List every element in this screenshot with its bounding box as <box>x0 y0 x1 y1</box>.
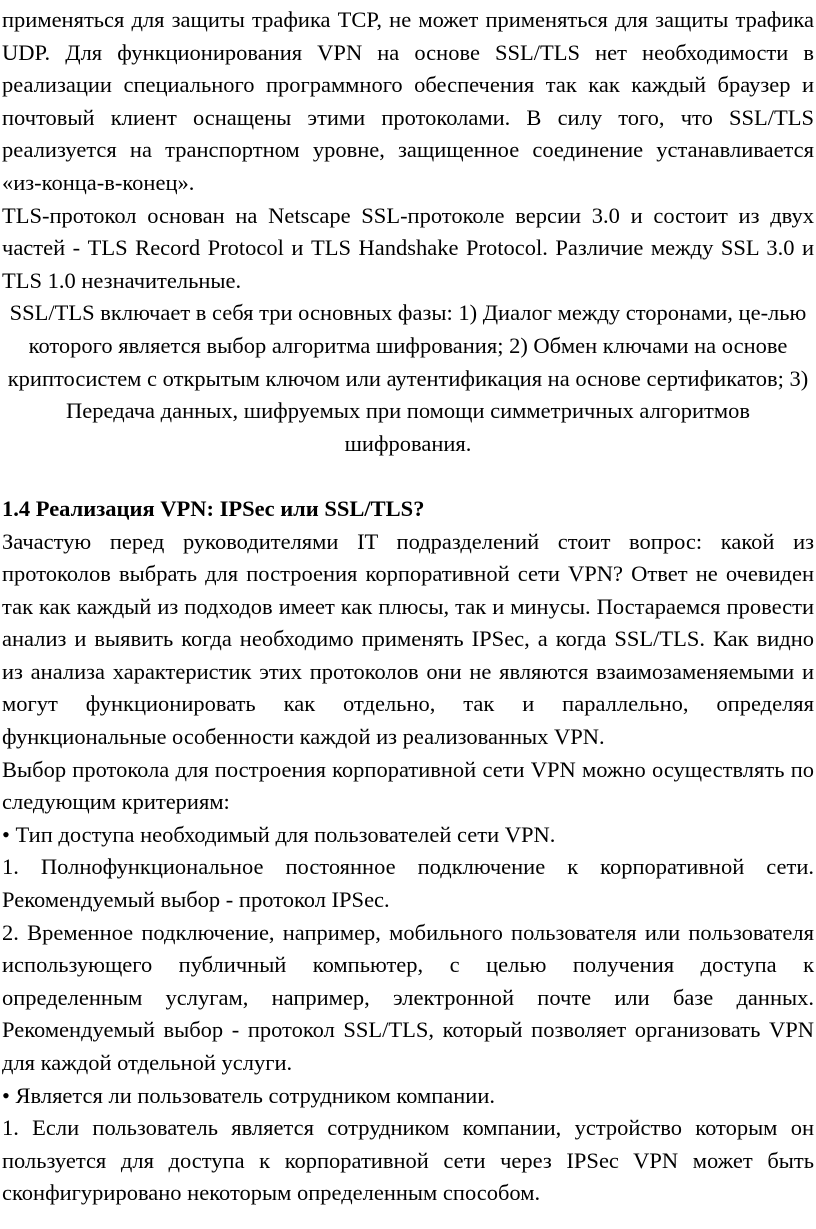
blank-line <box>2 460 814 493</box>
list-item-temporary-connection: 2. Временное подключение, например, мобильного пользователя или пользователя использующего публичный компьютер, с целью получения доступа к определенным услугам, например, электронной почте или базе данных. Рекомендуемый выбор - протокол SSL/TLS, который позволяет организовать VPN для каждой отдельной услуги. <box>2 919 814 1075</box>
list-item-employee-device: 1. Если пользователь является сотрудником компании, устройство которым он пользуется для доступа к корпоративной сети через IPSec VPN может быть сконфигурировано некоторым определенным способом. <box>2 1115 814 1206</box>
bullet-employee: • Является ли пользователь сотрудником компании. <box>2 1082 495 1108</box>
paragraph-ssl-tls-phases: SSL/TLS включает в себя три основных фазы: 1) Диалог между сторонами, це-лью которого является выбор алгоритма шифрования; 2) Обмен ключами на основе криптосистем с открытым ключом или аутентификация на основе сертификатов; 3) Передача данных, шифруемых при помощи симметричных алгоритмов шифрования. <box>7 300 809 456</box>
section-heading: 1.4 Реализация VPN: IPSec или SSL/TLS? <box>2 495 425 521</box>
bullet-access-type: • Тип доступа необходимый для пользователей сети VPN. <box>2 821 556 847</box>
paragraph-ssl-tls-transport: применяться для защиты трафика TCP, не может применяться для защиты трафика UDP. Для функционирования VPN на основе SSL/TLS нет необходимости в реализации специального программного обеспечения так как каждый браузер и почтовый клиент оснащены этими протоколами. В силу того, что SSL/TLS реализуется на транспортном уровне, защищенное соединение устанавливается «из-конца-в-конец». <box>2 7 814 195</box>
paragraph-protocol-choice: Зачастую перед руководителями IT подразделений стоит вопрос: какой из протоколов выбрать для построения корпоративной сети VPN? Ответ не очевиден так как каждый из подходов имеет как плюсы, так и минусы. Постараемся провести анализ и выявить когда необходимо применять IPSec, а когда SSL/TLS. Как видно из анализа характеристик этих протоколов они не являются взаимозаменяемыми и могут функционировать как отдельно, так и параллельно, определяя функциональные особенности каждой из реализованных VPN. <box>2 528 814 750</box>
paragraph-criteria-intro: Выбор протокола для построения корпоративной сети VPN можно осуществлять по следующим критериям: <box>2 756 814 815</box>
list-item-full-connection: 1. Полнофункциональное постоянное подключение к корпоративной сети. Рекомендуемый выбор - протокол IPSec. <box>2 854 814 913</box>
paragraph-tls-protocol: TLS-протокол основан на Netscape SSL-протоколе версии 3.0 и состоит из двух частей - TLS Record Protocol и TLS Handshake Protocol. Различие между SSL 3.0 и TLS 1.0 незначительные. <box>2 202 814 293</box>
